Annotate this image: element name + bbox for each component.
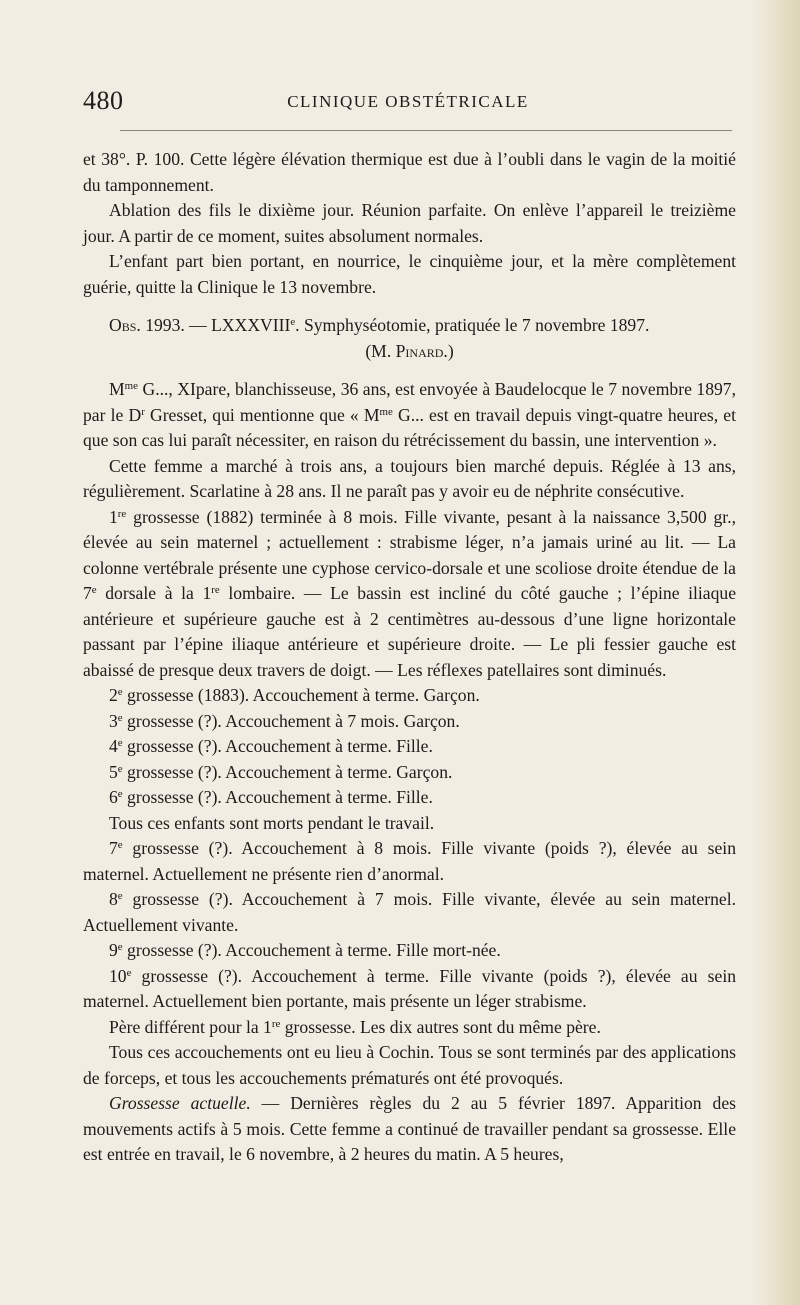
page-header (83, 86, 733, 122)
paragraph-enfant: L’enfant part bien portant, en nourrice, le cinquième jour, et la mère complètement guérie, quitte la Clinique le 13 novembre. (83, 251, 736, 297)
paragraph-intro: $M^{me}$ G..., XIpare, blanchisseuse, 36 ans, est envoyée à Baudelocque le 7 novembre 1897, par le $D^r$ Gresset, qui mentionne que « $M^{me}$ G... est en travail depuis vingt-quatre heures, et que son cas lui paraît nécessiter, en raison du rétrécissement du bassin, une intervention ». (83, 379, 736, 450)
running-title: CLINIQUE OBSTÉTRICALE (287, 92, 529, 111)
pregnancy-entry: 5e grossesse (?). Accouchement à terme. Garçon. (109, 761, 453, 782)
paragraph-continuation: et 38°. P. 100. Cette légère élévation thermique est due à l’oubli dans le vagin de la moitié du tamponnement. (83, 149, 736, 195)
page-edge-shading (752, 0, 800, 1305)
pregnancy-entry: 3e grossesse (?). Accouchement à 7 mois. Garçon. (109, 710, 460, 731)
page-number: 480 (83, 86, 124, 115)
body-text (83, 147, 736, 1168)
current-pregnancy-label: Grossesse actuelle. (109, 1093, 251, 1113)
observation-heading: Obs. 1993. — LXXXVIIIe. Symphyséotomie, pratiquée le 7 novembre 1897. (109, 315, 650, 335)
obs-label: Obs. (109, 315, 141, 335)
pregnancy-entry: 2e grossesse (1883). Accouchement à terme. Garçon. (109, 685, 480, 705)
paragraph-summary: Tous ces accouchements ont eu lieu à Cochin. Tous se sont terminés par des applications de forceps, et tous les accouchements prématurés ont été provoqués. (83, 1042, 736, 1088)
paragraph-history: Cette femme a marché à trois ans, a toujours bien marché depuis. Réglée à 13 ans, régulièrement. Scarlatine à 28 ans. Il ne paraît pas y avoir eu de néphrite consécutive. (83, 455, 736, 501)
paragraph-father: Père différent pour la 1re grossesse. Les dix autres sont du même père. (109, 1016, 601, 1037)
header-rule (120, 130, 732, 131)
pregnancy-entry: 4e grossesse (?). Accouchement à terme. Fille. (109, 736, 433, 756)
pregnancy-entry: 9e grossesse (?). Accouchement à terme. Fille mort-née. (109, 940, 501, 960)
pregnancy-entry: 7e grossesse (?). Accouchement à 8 mois. Fille vivante (poids ?), élevée au sein maternel. Actuellement ne présente rien d’anormal. (83, 838, 736, 884)
paragraph-first-pregnancy: 1re grossesse (1882) terminée à 8 mois. Fille vivante, pesant à la naissance 3,500 gr., élevée au sein maternel ; actuellement : strabisme léger, n’a jamais uriné au lit. — La colonne vertébrale présente une cyphose cervico-dorsale et une scoliose droite étendue de la 7e dorsale à la 1re lombaire. — Le bassin est incliné du côté gauche ; l’épine iliaque antérieure et supérieure gauche est à 2 centimètres au-dessous d’une ligne horizontale passant par l’épine iliaque antérieure et supérieure droite. — Le pli fessier gauche est abaissé de presque deux travers de doigt. — Les réflexes patellaires sont diminués. (83, 506, 737, 680)
paragraph-current-pregnancy: Grossesse actuelle. — Dernières règles du 2 au 5 février 1897. Apparition des mouvements actifs à 5 mois. Cette femme a continué de travailler pendant sa grossesse. Elle est entrée en travail, le 6 novembre, à 2 heures du matin. A 5 heures, (83, 1093, 736, 1164)
observation-author: (M. Pinard.) (365, 340, 454, 361)
paragraph-ablation: Ablation des fils le dixième jour. Réunion parfaite. On enlève l’appareil le treizième jour. A partir de ce moment, suites absolument normales. (83, 200, 736, 246)
pregnancy-entry: 10e grossesse (?). Accouchement à terme. Fille vivante (poids ?), élevée au sein maternel. Actuellement bien portante, mais présente un léger strabisme. (83, 965, 736, 1011)
paragraph-deaths: Tous ces enfants sont morts pendant le travail. (109, 812, 435, 833)
author-name: Pinard (395, 340, 444, 361)
pregnancy-entry: 8e grossesse (?). Accouchement à 7 mois. Fille vivante, élevée au sein maternel. Actuellement vivante. (83, 889, 736, 935)
pregnancy-entry: 6e grossesse (?). Accouchement à terme. Fille. (109, 787, 433, 807)
